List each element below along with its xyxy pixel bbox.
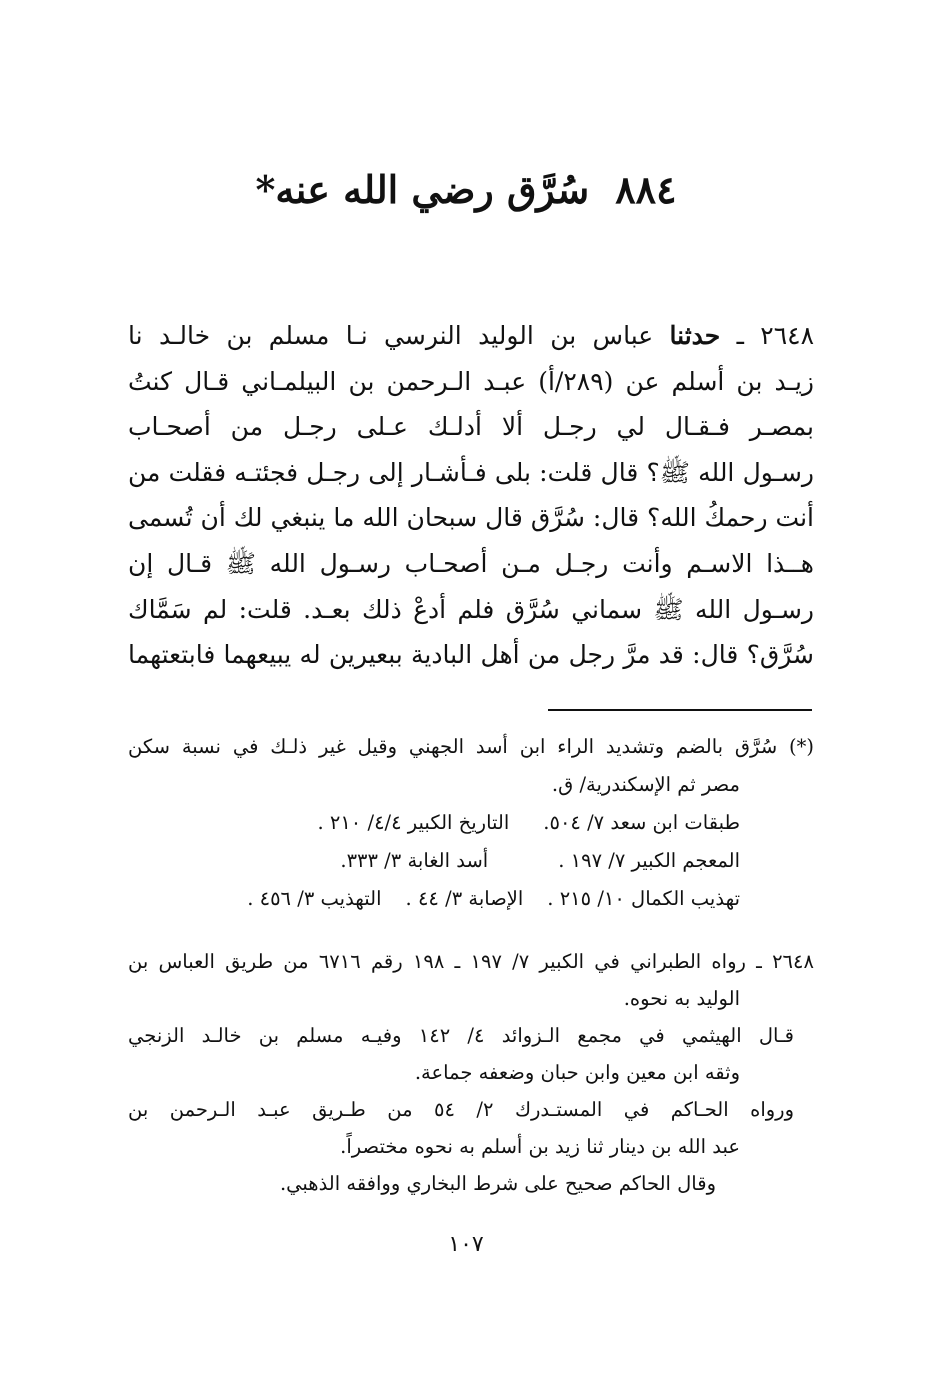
footnote-refs-row [128,804,814,842]
footnote-line: مصر ثم الإسكندرية/ ق. [551,773,740,796]
takhrij-line: عبد الله بن دينار ثنا زيد بن أسلم به نحوه مختصراً. [340,1135,740,1158]
footnote-ref: التهذيب ٣/ ٤٥٦ . [247,887,382,910]
takhrij-line: وقال الحاكم صحيح على شرط البخاري ووافقه الذهبي. [279,1172,716,1195]
footnote-refs-row [128,880,814,918]
footnote-ref: الإصابة ٣/ ٤٤ . [405,887,524,910]
takhrij-line: قـال الهيثمي في مجمع الـزوائد ٤/ ١٤٢ وفيـه مسلم بن خالـد الزنجي [128,1024,794,1047]
chapter-title [0,160,932,220]
hadith-line: هــذا الاسـم وأنت رجـل مـن أصحـاب رسـول الله ﷺ قـال إن [128,548,814,578]
takhrij-line: وثقه ابن معين وابن حبان وضعفه جماعة. [414,1061,740,1084]
footnote-ref: المعجم الكبير ٧/ ١٩٧ . [558,849,740,872]
chapter-name: سُرَّق رضي الله عنه* [255,167,590,212]
hadith-line: أنت رحمكُ الله؟ قال: سُرَّق قال سبحان الله ما ينبغي لك أن تُسمى [128,503,814,533]
hadith-opening: حدثنا [669,321,721,350]
hadith-number: ٢٦٤٨ ـ [720,321,814,350]
hadith-line: رسـول الله ﷺ سماني سُرَّق فلم أدعْ ذلك بعـد. قلت: لم سَمَّاك [128,594,814,624]
page-number: ١٠٧ [448,1232,484,1257]
footnote-ref: أسد الغابة ٣/ ٣٣٣. [340,849,489,872]
footnote-refs-row [128,842,814,880]
footnote-divider [548,709,812,711]
hadith-line: رسـول الله ﷺ؟ قال قلت: بلى فـأشـار إلى رجـل فجئتـه فقلت من [128,457,814,487]
biography-footnote [128,728,814,918]
takhrij-line: ورواه الحـاكم في المستـدرك ٢/ ٥٤ من طـريق عبـد الـرحمن بن [128,1098,794,1121]
chapter-number: ٨٨٤ [615,167,677,212]
hadith-line: زيـد بن أسلم عن (٢٨٩/أ) عبـد الـرحمن بن البيلمـاني قـال كنتُ [128,366,814,396]
footnote-ref: طبقات ابن سعد ٧/ ٥٠٤. [543,811,740,834]
footnote-ref: تهذيب الكمال ١٠/ ٢١٥ . [547,887,740,910]
takhrij-line: الوليد به نحوه. [623,987,740,1010]
footnote-line: (*) سُرَّق بالضم وتشديد الراء ابن أسد الجهني وقيل غير ذلـك في نسبة سكن [128,735,814,758]
hadith-line: سُرَّق؟ قال: قد مرَّ رجل من أهل البادية ببعيرين له يبيعهما فابتعتهما [128,640,814,670]
hadith-line-text: عباس بن الوليد النرسي نـا مسلم بن خالـد نا [128,321,670,350]
hadith-line [128,313,814,359]
footnote-ref: التاريخ الكبير ٤/٤/ ٢١٠ . [317,811,510,834]
takhrij-line: ٢٦٤٨ ـ رواه الطبراني في الكبير ٧/ ١٩٧ ـ ١٩٨ رقم ٦٧١٦ من طريق العباس بن [128,950,814,973]
hadith-text [128,313,814,678]
takhrij-notes [128,943,814,1202]
hadith-line: بمصـر فـقـال لي رجـل ألا أدلـك عـلى رجـل من أصحـاب [128,412,814,442]
